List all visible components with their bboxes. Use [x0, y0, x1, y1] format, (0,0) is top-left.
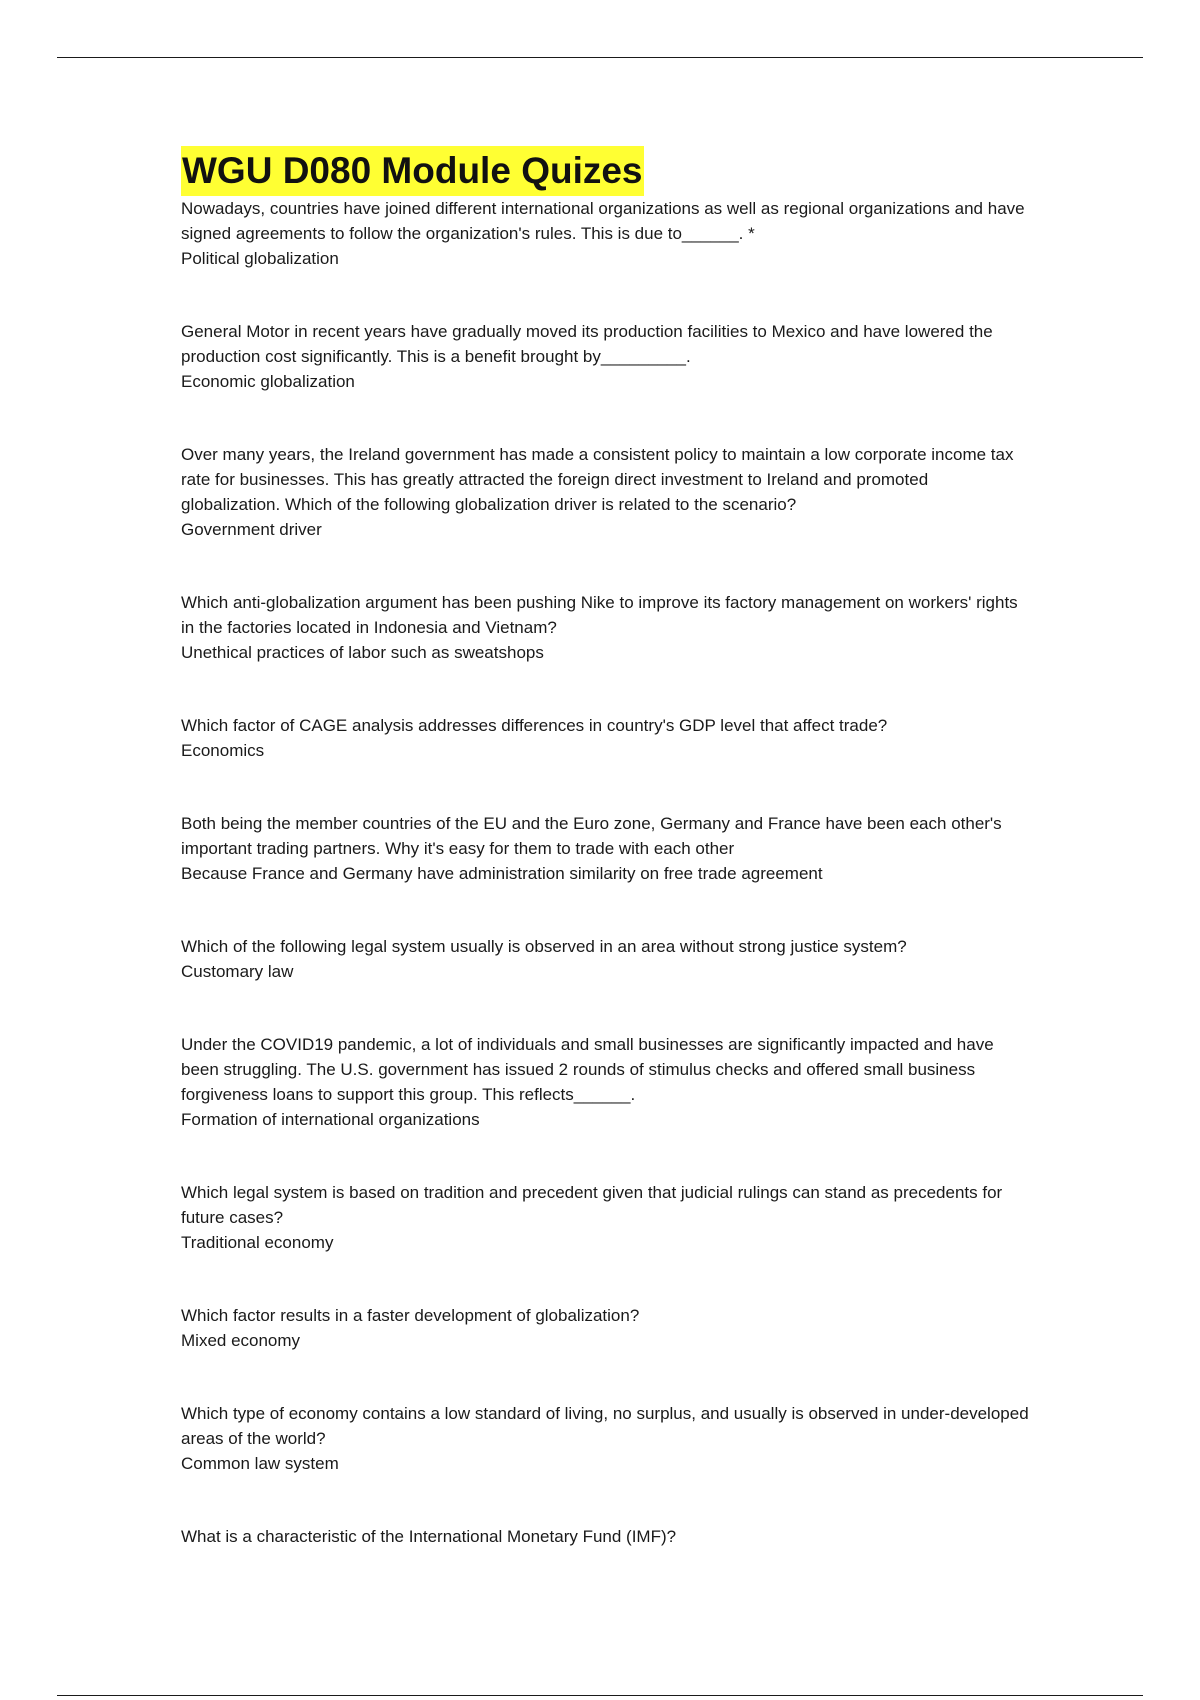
- answer-text: Common law system: [181, 1454, 339, 1473]
- answer-text: Because France and Germany have administration similarity on free trade agreement: [181, 864, 823, 883]
- question-item: [181, 1524, 1031, 1549]
- answer-text: Government driver: [181, 520, 322, 539]
- question-list: [181, 196, 1031, 1549]
- question-text: Both being the member countries of the EU and the Euro zone, Germany and France have been each other's important trading partners. Why it's easy for them to trade with each other: [181, 814, 1002, 858]
- question-item: [181, 319, 1031, 394]
- question-text: Which factor of CAGE analysis addresses differences in country's GDP level that affect trade?: [181, 716, 888, 735]
- question-text: Which of the following legal system usually is observed in an area without strong justice system?: [181, 937, 907, 956]
- question-item: [181, 442, 1031, 542]
- bottom-rule: [57, 1695, 1143, 1696]
- document-title: WGU D080 Module Quizes: [181, 146, 644, 196]
- question-item: [181, 1180, 1031, 1255]
- question-text: Under the COVID19 pandemic, a lot of individuals and small businesses are significantly impacted and have been struggling. The U.S. government has issued 2 rounds of stimulus checks and offered small business forgiveness loans to support this group. This reflects______.: [181, 1035, 994, 1104]
- question-item: [181, 196, 1031, 271]
- question-item: [181, 1303, 1031, 1353]
- question-text: Which type of economy contains a low standard of living, no surplus, and usually is observed in under-developed areas of the world?: [181, 1404, 1029, 1448]
- answer-text: Economics: [181, 741, 265, 760]
- top-rule: [57, 57, 1143, 58]
- question-text: Nowadays, countries have joined different international organizations as well as regional organizations and have signed agreements to follow the organization's rules. This is due to______. *: [181, 199, 1025, 243]
- question-item: [181, 811, 1031, 886]
- question-text: Which factor results in a faster development of globalization?: [181, 1306, 640, 1325]
- question-text: Which legal system is based on tradition and precedent given that judicial rulings can stand as precedents for future cases?: [181, 1183, 1003, 1227]
- question-text: Over many years, the Ireland government has made a consistent policy to maintain a low corporate income tax rate for businesses. This has greatly attracted the foreign direct investment to Ireland and promoted globalization. Which of the following globalization driver is related to the scenario?: [181, 445, 1014, 514]
- answer-text: Traditional economy: [181, 1233, 334, 1252]
- question-item: [181, 1032, 1031, 1132]
- question-item: [181, 934, 1031, 984]
- answer-text: Unethical practices of labor such as sweatshops: [181, 643, 544, 662]
- question-text: What is a characteristic of the International Monetary Fund (IMF)?: [181, 1527, 677, 1546]
- question-item: [181, 1401, 1031, 1476]
- question-item: [181, 713, 1031, 763]
- answer-text: Economic globalization: [181, 372, 355, 391]
- question-text: Which anti-globalization argument has been pushing Nike to improve its factory management on workers' rights in the factories located in Indonesia and Vietnam?: [181, 593, 1018, 637]
- document-body: [181, 146, 1031, 1597]
- question-text: General Motor in recent years have gradually moved its production facilities to Mexico and have lowered the production cost significantly. This is a benefit brought by_________.: [181, 322, 993, 366]
- answer-text: Customary law: [181, 962, 294, 981]
- question-item: [181, 590, 1031, 665]
- answer-text: Mixed economy: [181, 1331, 301, 1350]
- answer-text: Political globalization: [181, 249, 339, 268]
- answer-text: Formation of international organizations: [181, 1110, 480, 1129]
